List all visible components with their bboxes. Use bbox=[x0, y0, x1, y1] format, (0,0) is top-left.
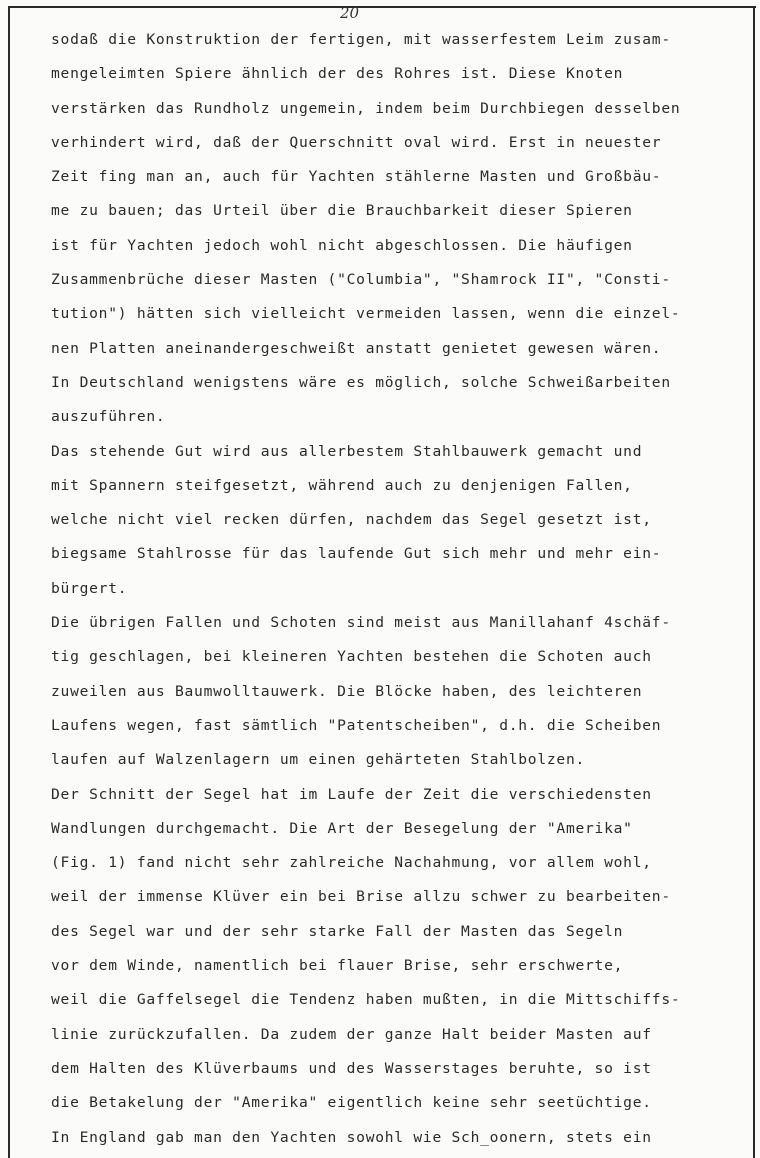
text-line: zuweilen aus Baumwolltauwerk. Die Blöcke haben, des leichteren bbox=[51, 682, 643, 700]
text-line: Wandlungen durchgemacht. Die Art der Besegelung der "Amerika" bbox=[51, 819, 633, 837]
text-line: die Betakelung der "Amerika" eigentlich keine sehr seetüchtige. bbox=[51, 1094, 652, 1112]
text-line: Zeit fing man an, auch für Yachten stählerne Masten und Großbäu- bbox=[51, 168, 662, 186]
text-line: mengeleimten Spiere ähnlich der des Rohres ist. Diese Knoten bbox=[51, 65, 624, 83]
text-line: tution") hätten sich vielleicht vermeiden lassen, wenn die einzel- bbox=[51, 305, 681, 323]
text-line: Der Schnitt der Segel hat im Laufe der Zeit die verschiedensten bbox=[51, 785, 652, 803]
text-line: ist für Yachten jedoch wohl nicht abgeschlossen. Die häufigen bbox=[51, 236, 633, 254]
text-line: dem Halten des Klüverbaums und des Wasserstages beruhte, so ist bbox=[51, 1059, 652, 1077]
text-line: weil der immense Klüver ein bei Brise allzu schwer zu bearbeiten- bbox=[51, 888, 671, 906]
text-line: linie zurückzufallen. Da zudem der ganze Halt beider Masten auf bbox=[51, 1025, 652, 1043]
text-line: Das stehende Gut wird aus allerbestem Stahlbauwerk gemacht und bbox=[51, 442, 643, 460]
text-line: sodaß die Konstruktion der fertigen, mit wasserfestem Leim zusam- bbox=[51, 31, 671, 48]
text-line: vor dem Winde, namentlich bei flauer Brise, sehr erschwerte, bbox=[51, 957, 624, 975]
text-line: In Deutschland wenigstens wäre es möglich, solche Schweißarbeiten bbox=[51, 373, 671, 391]
text-line: welche nicht viel recken dürfen, nachdem das Segel gesetzt ist, bbox=[51, 511, 652, 529]
text-line: verstärken das Rundholz ungemein, indem beim Durchbiegen desselben bbox=[51, 99, 681, 117]
text-line: Die übrigen Fallen und Schoten sind meist aus Manillahanf 4schäf- bbox=[51, 614, 671, 632]
text-line: Zusammenbrüche dieser Masten ("Columbia", "Shamrock II", "Consti- bbox=[51, 271, 671, 289]
text-line: verhindert wird, daß der Querschnitt oval wird. Erst in neuester bbox=[51, 133, 662, 151]
text-line: mit Spannern steifgesetzt, während auch zu denjenigen Fallen, bbox=[51, 476, 633, 494]
text-line: me zu bauen; das Urteil über die Brauchbarkeit dieser Spieren bbox=[51, 202, 633, 220]
page-number: 20 bbox=[340, 4, 360, 22]
text-line: biegsame Stahlrosse für das laufende Gut sich mehr und mehr ein- bbox=[51, 545, 662, 563]
text-line: laufen auf Walzenlagern um einen gehärteten Stahlbolzen. bbox=[51, 751, 586, 769]
text-line: (Fig. 1) fand nicht sehr zahlreiche Nachahmung, vor allem wohl, bbox=[51, 854, 652, 872]
text-line: Laufens wegen, fast sämtlich "Patentscheiben", d.h. die Scheiben bbox=[51, 716, 662, 734]
page-border-right bbox=[753, 6, 755, 1158]
text-line: des Segel war und der sehr starke Fall der Masten das Segeln bbox=[51, 922, 624, 940]
text-line: auszuführen. bbox=[51, 408, 166, 426]
text-line: tig geschlagen, bei kleineren Yachten bestehen die Schoten auch bbox=[51, 648, 652, 666]
body-text bbox=[51, 23, 751, 1155]
text-line: bürgert. bbox=[51, 579, 128, 597]
text-line: In England gab man den Yachten sowohl wie Sch_oonern, stets ein bbox=[51, 1128, 652, 1146]
page-border-top bbox=[8, 6, 756, 8]
page-border-left bbox=[8, 6, 10, 1158]
text-line: nen Platten aneinandergeschweißt anstatt genietet gewesen wären. bbox=[51, 339, 662, 357]
text-line: weil die Gaffelsegel die Tendenz haben mußten, in die Mittschiffs- bbox=[51, 991, 681, 1009]
